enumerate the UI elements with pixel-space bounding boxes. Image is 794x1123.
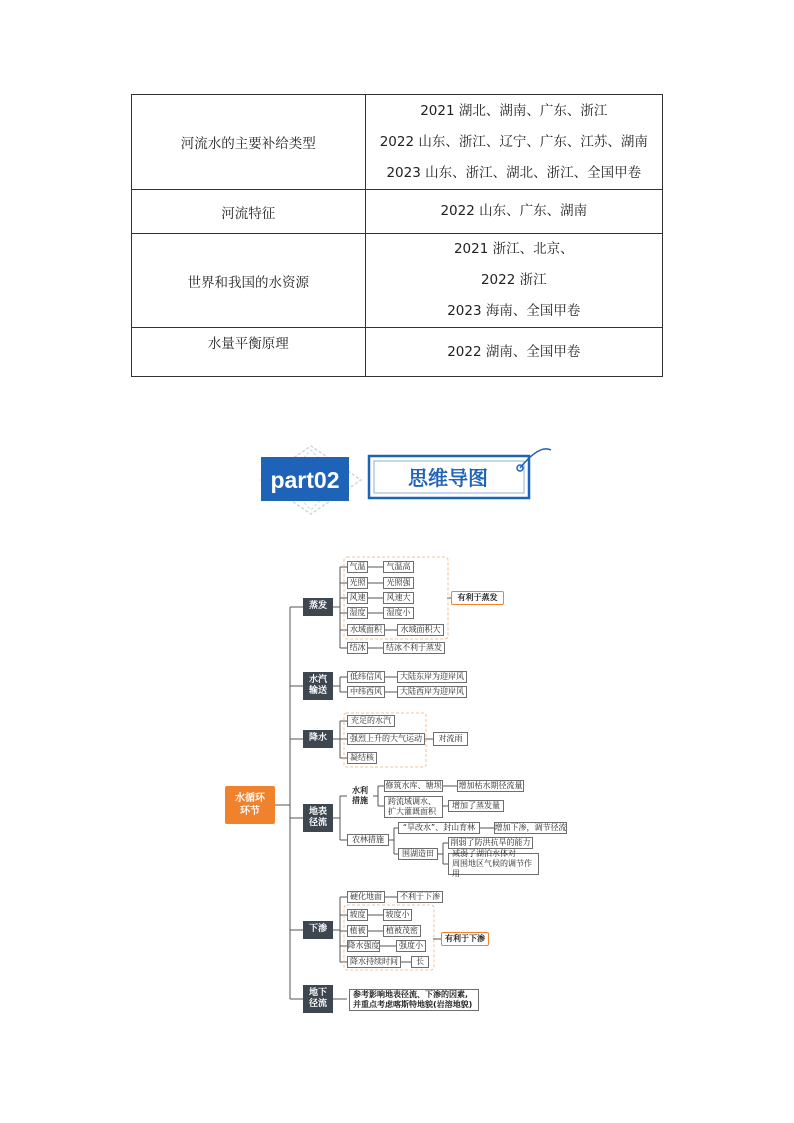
condition-node: 水域面积大 <box>397 624 444 636</box>
part-label: part02 <box>270 467 340 493</box>
factor-node: 水域面积 <box>347 624 385 636</box>
factor-node: 强烈上升的大气运动 <box>347 733 425 745</box>
effect-node: 增加下渗，调节径流 <box>494 823 567 832</box>
measure-node: 跨流域调水、 扩大灌溉面积 <box>384 796 443 818</box>
factor-node: 湿度 <box>347 607 368 619</box>
condition-node: 湿度小 <box>383 607 414 619</box>
category-groundwater-runoff: 地下 径流 <box>303 985 333 1013</box>
year-line: 2021 浙江、北京、 <box>453 241 574 257</box>
years-cell <box>365 328 662 377</box>
condition-node: 坡度小 <box>383 909 412 921</box>
years-cell <box>365 95 662 190</box>
effect-node: 减弱了湖泊水体对 周围地区气候的调节作用 <box>448 853 539 875</box>
measure-node: 修筑水库、塘坝 <box>385 781 442 790</box>
topic-cell: 河流特征 <box>132 190 366 234</box>
factor-node: 硬化地面 <box>347 891 385 903</box>
effect-node: 削弱了防洪抗旱的能力 <box>448 837 533 849</box>
root-node: 水循环 环节 <box>225 786 275 824</box>
factor-node: 气温 <box>347 561 368 573</box>
factor-node: 风速 <box>347 592 368 604</box>
condition-node: 风速大 <box>383 592 414 604</box>
year-line: 2022 山东、浙江、辽宁、广东、江苏、湖南 <box>379 133 648 150</box>
condition-node: 结冰不利于蒸发 <box>383 642 445 654</box>
years-cell <box>365 190 662 234</box>
table-row <box>132 328 663 377</box>
water-cycle-mindmap <box>0 540 794 1030</box>
exam-topic-table <box>131 94 663 377</box>
category-vapor-transport: 水汽 输送 <box>303 672 333 700</box>
condition-node: 强度小 <box>396 940 426 952</box>
factor-node: 结冰 <box>347 642 368 654</box>
factor-node: 充足的水汽 <box>347 715 395 727</box>
year-line: 2023 海南、全国甲卷 <box>447 303 581 319</box>
category-precipitation: 降水 <box>303 730 333 748</box>
agri-label: 农林措施 <box>347 834 389 846</box>
year-line: 2022 山东、广东、湖南 <box>440 203 588 219</box>
year-line: 2021 湖北、湖南、广东、浙江 <box>420 102 608 119</box>
category-surface-runoff: 地表 径流 <box>303 804 333 832</box>
topic-cell: 河流水的主要补给类型 <box>132 95 366 190</box>
condition-node: 长 <box>411 956 429 968</box>
category-evaporation: 蒸发 <box>303 598 333 616</box>
effect-node: 增加枯水期径流量 <box>458 781 523 790</box>
measure-node: “旱改水”、封山育林 <box>398 822 480 834</box>
measure-node: 围湖造田 <box>398 848 438 860</box>
topic-cell: 世界和我国的水资源 <box>132 234 366 328</box>
factor-node: 光照 <box>347 577 368 589</box>
category-infiltration: 下渗 <box>303 921 333 939</box>
banner-title: 思维导图 <box>408 466 488 490</box>
water-projects-label: 水利 措施 <box>352 786 368 805</box>
condition-node: 大陆西岸为迎岸风 <box>397 686 467 698</box>
factor-node: 降水持续时间 <box>347 956 401 968</box>
table-row <box>132 190 663 234</box>
groundwater-note: 参考影响地表径流、下渗的因素, 并重点考虑喀斯特地貌(岩溶地貌) <box>349 989 479 1011</box>
result-node: 有利于蒸发 <box>451 591 504 605</box>
factor-node: 坡度 <box>347 909 368 921</box>
factor-node: 中纬西风 <box>347 686 385 698</box>
condition-node: 植被茂密 <box>383 925 421 937</box>
effect-node: 增加了蒸发量 <box>448 800 504 812</box>
factor-node: 降水强度 <box>347 941 380 950</box>
table-row <box>132 234 663 328</box>
result-node: 对流雨 <box>433 732 468 746</box>
condition-node: 光照强 <box>383 577 414 589</box>
year-line: 2022 浙江 <box>480 272 547 288</box>
factor-node: 低纬信风 <box>347 671 385 683</box>
years-cell <box>365 234 662 328</box>
year-line: 2023 山东、浙江、湖北、浙江、全国甲卷 <box>386 164 642 181</box>
condition-node: 大陆东岸为迎岸风 <box>397 671 467 683</box>
result-node: 有利于下渗 <box>441 932 489 946</box>
condition-node: 不利于下渗 <box>397 891 443 903</box>
condition-node: 气温高 <box>383 561 414 573</box>
year-line: 2022 湖南、全国甲卷 <box>447 343 581 360</box>
factor-node: 凝结核 <box>347 752 377 764</box>
factor-node: 植被 <box>347 925 368 937</box>
table-row <box>132 95 663 190</box>
part02-banner <box>243 440 558 520</box>
topic-cell: 水量平衡原理 <box>132 328 366 377</box>
